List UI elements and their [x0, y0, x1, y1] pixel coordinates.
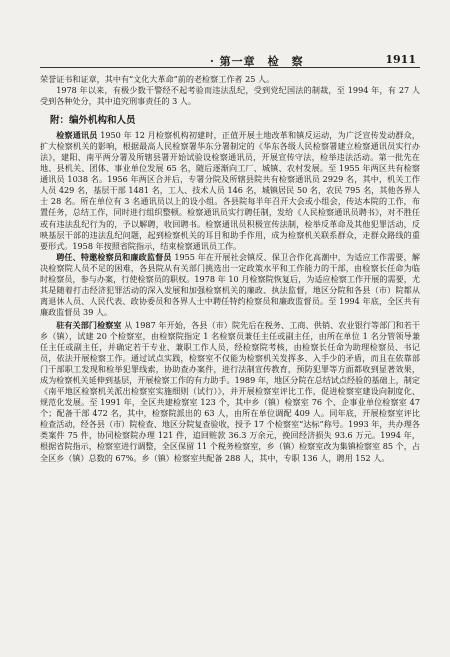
appendix-heading: 附：编外机构和人员	[50, 115, 136, 127]
intro-paragraph-2: 1978 年以来，有极少数干警经不起考验而违法乱纪，受到党纪国法的制裁，至 1994 年，有 27 人受到各种处分，其中追究刑事责任的 3 人。	[40, 85, 420, 107]
section-body: 1950 年 12 月检察机构初建时，正值开展土地改革和镇反运动，为广泛宣传发动群众，扩大检察机关的影响，根据最高人民检察署华东分署制定的《华东各级人民检察署建立检察通讯员实行办法》，建阳、南平两分署及所辖县署开始试验设检察通讯员，开展宣传守法，检举违法活动。第一批先在地、县机关、团体、事业单位发展 65 名，随后逐渐向工厂、城镇、农村发展。至 1955 年两区共有检察通讯员 1038 名。1956 年两区合并后，专署分院及所辖县院共有检察通讯员 2929 名，其中，机关工作人员 429 名，基层干部 1481 名，工人、技术人员 146 名，城镇居民 50 名，农民 795 名，其他各界人士 28 名。所在单位有 3 名通讯员以上的设小组。各县院每半年召开大会或小组会，传达本院的工作，布置任务，总结工作，同时进行组织整顿。检察通讯员实行聘任制，发给《人民检察通讯员聘书》，对不胜任或有违法乱纪行为的，予以解聘，收回聘书。检察通讯员积极宣传法制，检举反革命及其他犯罪活动，反映基层干部的违法乱纪问题，起到检察机关的耳目和助手作用，成为检察机关联系群众，走群众路线的重要形式。1958 年按照省院指示，结束检察通讯员工作。	[40, 130, 420, 251]
page-number: 1911	[385, 53, 416, 66]
section-title: 聘任、特邀检察员和廉政监督员	[56, 251, 172, 262]
running-header	[40, 53, 420, 68]
section-body: 1955 年在开展社会镇反、保卫合作化高潮中，为适应工作需要，解决检察院人员不足的困难，各县院从有关部门挑选出一定政策水平和工作能力的干部，由检察长任命为临时检察员，参与办案，行使检察员的职权。1978 年 10 月检察院恢复后，为适应检察工作开展的需要，尤其是随着打击经济犯罪活动的深入发展和加强检察机关的廉政、执法监督，地区分院和各县（市）院都从离退休人员、人民代表、政协委员和各界人士中聘任特约检察员和廉政监督员。至 1994 年底，全区共有廉政监督员 39 人。	[40, 251, 420, 317]
section-procuratorate-offices	[40, 320, 420, 464]
intro-paragraph-1: 荣誉证书和证章，其中有“文化大革命”前的老检察工作者 25 人。	[40, 74, 275, 84]
page-body	[40, 74, 420, 464]
section-title: 检察通讯员	[56, 130, 98, 141]
chapter-title: · 第一章 检 察	[210, 55, 304, 68]
section-special-prosecutors	[40, 252, 420, 318]
section-body: 从 1987 年开始，各县（市）院先后在税务、工商、供销、农业银行等部门和若干乡（镇），试建 20 个检察室，由检察院指定 1 名检察员兼任主任或副主任，由所在单位 1 名分管领导兼任主任或副主任，并确定若干专业、兼职工作人员，经检察院考核，由检察长任命为助理检察员、书记员，依法开展检察工作。通过试点实践，检察室不仅能为检察机关发挥多、入手少的矛盾，而且在依靠部门干部职工发现和检举犯罪线索，协助查办案件，进行法制宣传教育，预防犯罪等方面都收到显著效果，成为检察机关延伸到基层，开展检察工作的有力助手。1989 年，地区分院在总结试点经验的基础上，制定《南平地区检察机关派出检察室实施细则（试行）》，并开展检察室评比工作，促进检察室建设向制度化、规范化发展。至 1991 年，全区共建检察室 123 个，其中乡（镇）检察室 76 个、企事业单位检察室 47 个；配备干部 472 名，其中，检察院派出的 63 人，由所在单位调配 409 人。同年底，开展检察室评比检查活动，经各县（市）院检查、地区分院复查验收，授予 17 个检察室“达标”称号。1993 年，共办理各类案件 75 件，协同检察院办理 121 件，追回赃款 36.3 万余元，挽回经济损失 93.6 万元。1994 年，根据省院指示，检察室进行调整，全区保留 11 个税务检察室，乡（镇）检察室改为集镇检察室 85 个，占全区乡（镇）总数的 67%。乡（镇）检察室共配备 288 人，其中，专职 136 人，聘用 152 人。	[40, 319, 421, 463]
section-informants	[40, 130, 420, 252]
section-title: 驻有关部门检察室	[56, 319, 122, 330]
